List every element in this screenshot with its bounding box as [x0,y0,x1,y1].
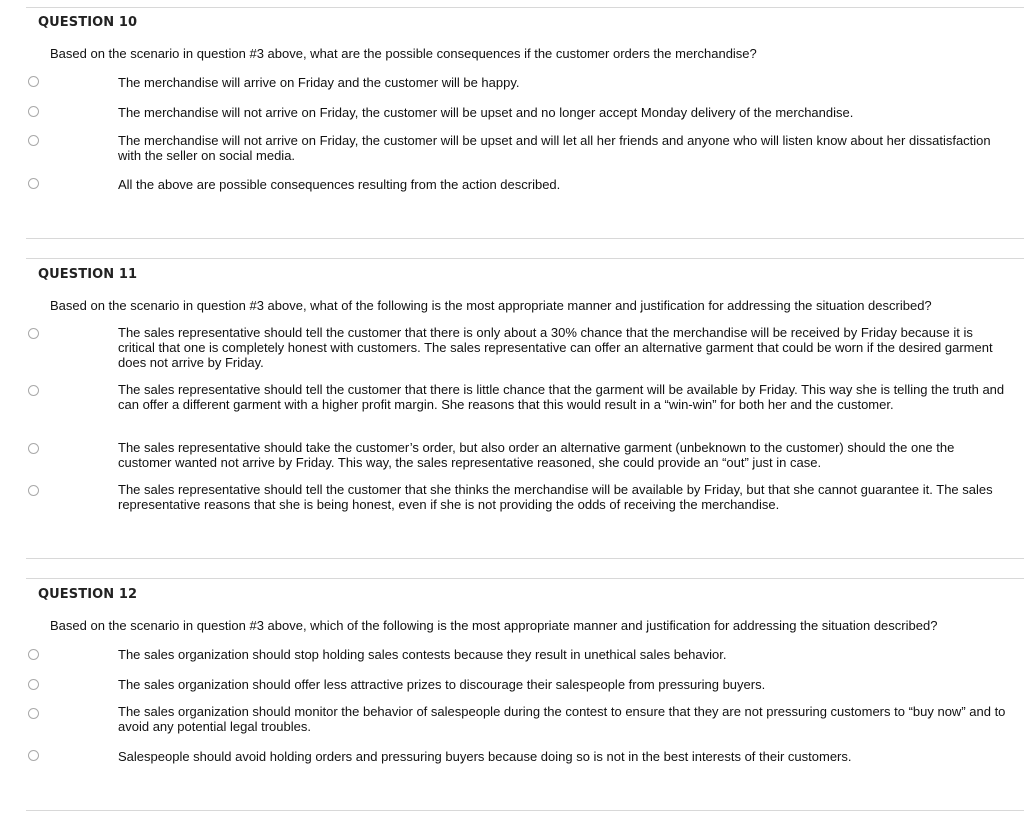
answer-text: The sales organization should offer less attractive prizes to discourage their salespeople from pressuring buyers. [118,677,766,692]
divider [26,558,1024,559]
answer-text: Salespeople should avoid holding orders and pressuring buyers because doing so is not in the best interests of their customers. [118,749,852,764]
question-title: QUESTION 12 [38,587,138,602]
radio-button[interactable] [28,328,39,339]
question-title: QUESTION 10 [38,15,138,30]
question-prompt: Based on the scenario in question #3 above, which of the following is the most appropriate manner and justification for addressing the situation described? [50,618,938,633]
radio-button[interactable] [28,443,39,454]
radio-button[interactable] [28,485,39,496]
answer-text: The sales representative should tell the customer that there is only about a 30% chance that the merchandise will be received by Friday because it is critical that one is completely honest with customers. The sales representative can offer an alternative garment that could be worn if the desired garment does not arrive by Friday. [118,325,993,370]
answer-text: The merchandise will not arrive on Friday, the customer will be upset and no longer accept Monday delivery of the merchandise. [118,105,854,120]
answer-text: All the above are possible consequences resulting from the action described. [118,177,561,192]
radio-button[interactable] [28,649,39,660]
answer-text: The sales organization should stop holding sales contests because they result in unethical sales behavior. [118,647,727,662]
divider [26,238,1024,239]
radio-button[interactable] [28,76,39,87]
radio-button[interactable] [28,106,39,117]
divider [26,810,1024,811]
answer-text: The sales organization should monitor the behavior of salespeople during the contest to ensure that they are not pressuring customers to “buy now” and to avoid any potential legal troubles. [118,704,1006,734]
divider [26,258,1024,259]
question-title: QUESTION 11 [38,267,138,282]
answer-text: The sales representative should tell the customer that she thinks the merchandise will be available by Friday, but that she cannot guarantee it. The sales representative reasons that she is being honest, even if she is not providing the odds of receiving the merchandise. [118,482,993,512]
divider [26,578,1024,579]
radio-button[interactable] [28,135,39,146]
answer-text: The merchandise will not arrive on Friday, the customer will be upset and will let all her friends and anyone who will listen know about her dissatisfaction with the seller on social media. [118,133,991,163]
answer-text: The sales representative should take the customer’s order, but also order an alternative garment (unbeknown to the customer) should the one the customer wanted not arrive by Friday. This way, the sales representative reasoned, she could provide an “out” just in case. [118,440,955,470]
radio-button[interactable] [28,750,39,761]
answer-text: The merchandise will arrive on Friday and the customer will be happy. [118,75,520,90]
radio-button[interactable] [28,708,39,719]
question-prompt: Based on the scenario in question #3 above, what of the following is the most appropriate manner and justification for addressing the situation described? [50,298,932,313]
radio-button[interactable] [28,679,39,690]
radio-button[interactable] [28,178,39,189]
question-prompt: Based on the scenario in question #3 above, what are the possible consequences if the customer orders the merchandise? [50,46,757,61]
radio-button[interactable] [28,385,39,396]
answer-text: The sales representative should tell the customer that there is little chance that the garment will be available by Friday. This way she is telling the truth and can offer a different garment with a higher profit margin. She reasons that this would result in a “win-win” for both her and the customer. [118,382,1005,412]
divider [26,7,1024,8]
